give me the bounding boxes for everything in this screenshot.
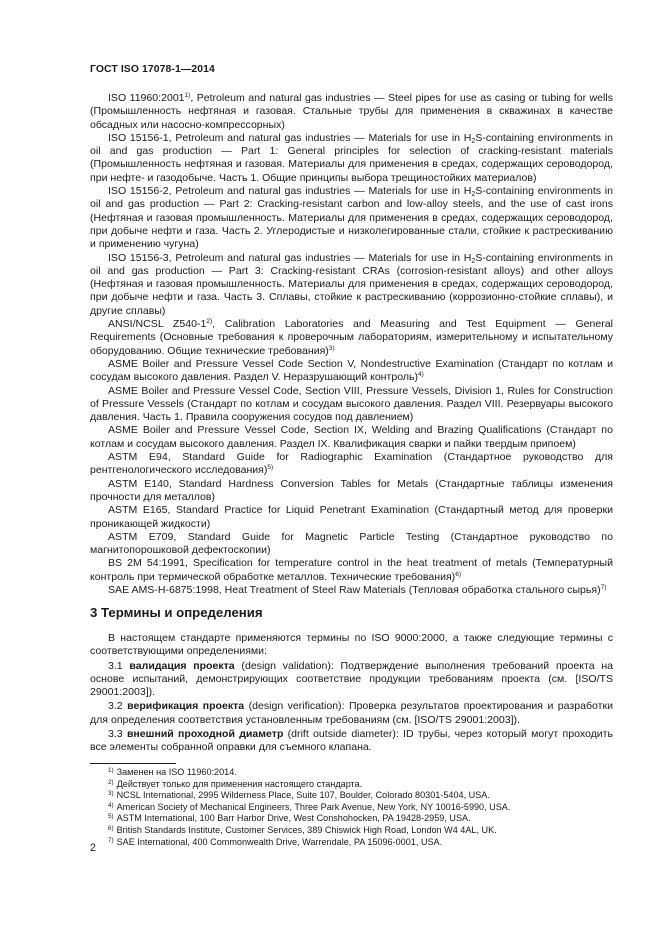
reference-item: SAE AMS-H-6875:1998, Heat Treatment of Steel Raw Materials (Тепловая обработка стального сырья)$^{7)}$ — [108, 583, 607, 596]
page-number: 2 — [90, 842, 96, 854]
reference-item: ISO 15156-1, Petroleum and natural gas industries — Materials for use in $H_2S$-containing environments in oil and gas production — Part 1: General principles for selection of cracking-resistant materials (Промышленность нефтяная и газовая. Материалы для применения в средах, содержащих сероводород, при нефте- и газодобыче. Часть 1. Общие принципы выбора трещиностойких материалов) — [90, 131, 613, 184]
section-title: 3 Термины и определения — [90, 605, 263, 620]
footnotes — [90, 767, 613, 848]
footnote: $^{5)}$ ASTM International, 100 Barr Harbor Drive, West Conshohocken, PA 19428-2959, USA. — [108, 813, 471, 824]
footnote: $^{4)}$ American Society of Mechanical Engineers, Three Park Avenue, New York, NY 10016-5990, USA. — [108, 801, 511, 812]
reference-item: ASME Boiler and Pressure Vessel Code, Section VIII, Pressure Vessels, Division 1, Rules for Construction of Pressure Vessels (Стандарт по котлам и сосудам высокого давления. Раздел VIII. Резервуары высокого давления. Часть 1. Правила сооружения сосудов под давлением) — [90, 384, 613, 424]
footnote: $^{2)}$ Действует только для применения настоящего стандарта. — [108, 778, 363, 789]
reference-item: ASTM E94, Standard Guide for Radiographic Examination (Стандартное руководство для рентгенологического исследования)$^{5)}$ — [90, 451, 613, 477]
reference-item: ISO 11960:2001$^{1)}$, Petroleum and natural gas industries — Steel pipes for use as casing or tubing for wells (Промышленность нефтяная и газовая. Стальные трубы для применения в скважинах в качестве обсадных или насосно-компрессорных) — [90, 92, 613, 131]
normative-references — [90, 92, 613, 597]
footnote: $^{1)}$ Заменен на ISO 11960:2014. — [108, 767, 237, 777]
term-definition: 3.3 внешний проходной диаметр (drift outside diameter): ID трубы, через который могут проходить все элементы собранной оправки для съемного клапана. — [90, 728, 614, 754]
document-header: ГОСТ ISO 17078-1—2014 — [90, 64, 215, 75]
reference-item: ASTM E140, Standard Hardness Conversion Tables for Metals (Стандартные таблицы изменения прочности для металлов) — [90, 477, 613, 503]
term-definition: 3.1 валидация проекта (design validation): Подтверждение выполнения требований проекта на основе испытаний, демонстрирующих соответствие продукции требованиям проекта (см. [ISO/TS 29001:2003]). — [90, 659, 614, 699]
reference-item: ASTM E165, Standard Practice for Liquid Penetrant Examination (Стандартный метод для проверки проникающей жидкости) — [90, 504, 613, 530]
footnote: $^{7)}$ SAE International, 400 Commonwealth Drive, Warrendale, PA 15096-0001, USA. — [108, 836, 443, 847]
reference-item: ISO 15156-3, Petroleum and natural gas industries — Materials for use in $H_2S$-containing environments in oil and gas production — Part 3: Cracking-resistant CRAs (corrosion-resistant alloys) and other alloys (Нефтяная и газовая промышленность. Материалы для применения в средах, содержащих сероводород, при добыче нефти и газа. Часть 3. Сплавы, стойкие к растрескиванию (коррозионно-стойкие сплавы), и другие сплавы) — [90, 251, 613, 317]
reference-item: ISO 15156-2, Petroleum and natural gas industries — Materials for use in $H_2S$-containing environments in oil and gas production — Part 2: Cracking-resistant carbon and low-alloy steels, and the use of cast irons (Нефтяная и газовая промышленность. Материалы для применения в средах, содержащих сероводород, при добыче нефти и газа. Часть 2. Углеродистые и низколегированные стали, стойкие к растрескиванию и применению чугуна) — [90, 185, 613, 251]
footnote-divider — [90, 763, 176, 764]
reference-item: ASME Boiler and Pressure Vessel Code Section V, Nondestructive Examination (Стандарт по котлам и сосудам высокого давления. Раздел V. Неразрушающий контроль)$^{4)}$ — [90, 357, 613, 384]
term-definition: 3.2 верификация проекта (design verification): Проверка результатов проектирования и разработки для определения соответствия установленным требованиям (см. [ISO/TS 29001:2003]). — [90, 700, 613, 726]
reference-item: ANSI/NCSL Z540-1$^{2)}$, Calibration Laboratories and Measuring and Test Equipment — General Requirements (Основные требования к проверочным лабораториям, измерительному и испытательному оборудованию. Общие технические требования)$^{3)}$ — [90, 318, 613, 357]
footnote: $^{6)}$ British Standards Institute, Customer Services, 389 Chiswick High Road, London W4 4AL, UK. — [108, 824, 497, 835]
section-intro: В настоящем стандарте применяются термины по ISO 9000:2000, а также следующие термины с соответствующими определениями: — [90, 632, 613, 658]
footnote: $^{3)}$ NCSL International, 2995 Wilderness Place, Suite 107, Boulder, Colorado 80301-5404, USA. — [108, 790, 490, 801]
reference-item: ASME Boiler and Pressure Vessel Code, Section IX, Welding and Brazing Qualifications (Стандарт по котлам и сосудам высокого давления. Раздел IX. Квалификация сварки и пайки твердым припоем) — [90, 424, 613, 450]
reference-item: BS 2M 54:1991, Specification for temperature control in the heat treatment of metals (Температурный контроль при термической обработке металлов. Технические требования)$^{6)}$ — [90, 557, 613, 583]
section-body — [90, 632, 613, 756]
reference-item: ASTM E709, Standard Guide for Magnetic Particle Testing (Стандартное руководство по магнитопорошковой дефектоскопии) — [90, 530, 613, 557]
